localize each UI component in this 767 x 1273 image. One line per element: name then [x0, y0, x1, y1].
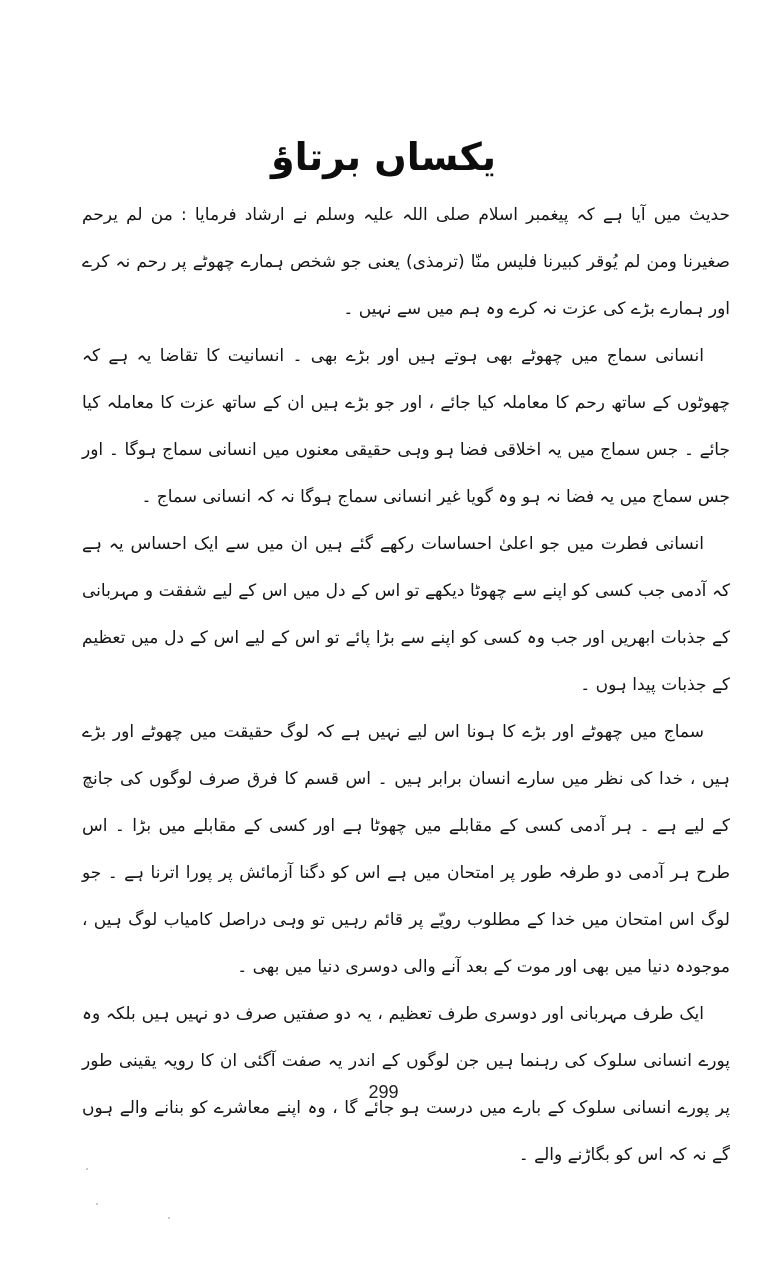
scan-speck	[168, 1217, 170, 1219]
paragraph-equality-test: سماج میں چھوٹے اور بڑے کا ہونا اس لیے نہیں ہے کہ لوگ حقیقت میں چھوٹے اور بڑے ہیں ، خدا کی نظر میں سارے انسان برابر ہیں ۔ اس قسم کا فرق صرف لوگوں کی جانچ کے لیے ہے ۔ ہر آدمی کسی کے مقابلے میں چھوٹا ہے اور کسی کے مقابلے میں بڑا ۔ اس طرح ہر آدمی دو طرفہ طور پر امتحان میں ہے اس کو دگنا آزمائش پر پورا اترنا ہے ۔ جو لوگ اس امتحان میں خدا کے مطلوب رویّے پر قائم رہیں تو وہی دراصل کامیاب لوگ ہیں ، موجودہ دنیا میں بھی اور موت کے بعد آنے والی دوسری دنیا میں بھی ۔	[82, 722, 730, 977]
scan-speck	[96, 1203, 98, 1205]
paragraph-human-nature: انسانی فطرت میں جو اعلیٰ احساسات رکھے گئے ہیں ان میں سے ایک احساس یہ ہے کہ آدمی جب کسی کو اپنے سے چھوٹا دیکھے تو اس کے دل میں اس کے لیے شفقت و مہربانی کے جذبات ابھریں اور جب وہ کسی کو اپنے سے بڑا پائے تو اس کے لیے اس کے دل میں تعظیم کے جذبات پیدا ہوں ۔	[82, 534, 730, 695]
scan-speck	[86, 1168, 88, 1170]
paragraph-hadith: حدیث میں آیا ہے کہ پیغمبر اسلام صلی اللہ علیہ وسلم نے ارشاد فرمایا : من لم یرحم صغیرنا ومن لم یُوقر کبیرنا فلیس منّا (ترمذی) یعنی جو شخص ہمارے چھوٹے پر رحم نہ کرے اور ہمارے بڑے کی عزت نہ کرے وہ ہم میں سے نہیں ۔	[82, 205, 730, 319]
chapter-title: یکساں برتاؤ	[270, 135, 497, 180]
chapter-body	[82, 192, 730, 1179]
paragraph-human-society: انسانی سماج میں چھوٹے بھی ہوتے ہیں اور بڑے بھی ۔ انسانیت کا تقاضا یہ ہے کہ چھوٹوں کے ساتھ رحم کا معاملہ کیا جائے ، اور جو بڑے ہیں ان کے ساتھ عزت کا معاملہ کیا جائے ۔ جس سماج میں یہ اخلاقی فضا ہو وہی حقیقی معنوں میں انسانی سماج ہوگا ۔ اور جس سماج میں یہ فضا نہ ہو وہ گویا غیر انسانی سماج ہوگا نہ کہ انسانی سماج ۔	[82, 346, 730, 507]
page-number: 299	[368, 1082, 399, 1102]
paragraph-two-qualities: ایک طرف مہربانی اور دوسری طرف تعظیم ، یہ دو صفتیں صرف دو نہیں ہیں بلکہ وہ پورے انسانی سلوک کی رہنما ہیں جن لوگوں کے اندر یہ صفت آگئی ان کا رویہ یقینی طور پر پورے انسانی سلوک کے بارے میں درست ہو جائے گا ، وہ اپنے معاشرے کو بنانے والے ہوں گے نہ کہ اس کو بگاڑنے والے ۔	[82, 1004, 730, 1165]
